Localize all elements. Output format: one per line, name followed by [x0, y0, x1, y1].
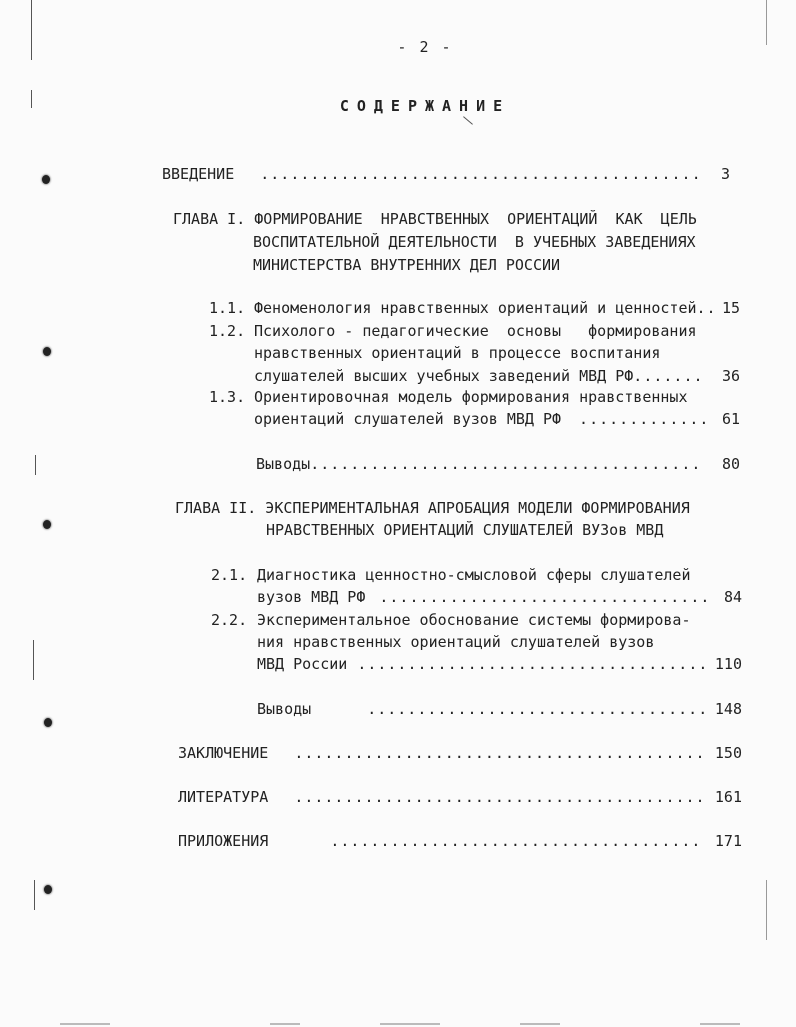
toc-label: Экспериментальное обоснование системы формирова-: [257, 611, 691, 629]
toc-label: Психолого - педагогические основы формирования: [254, 322, 697, 340]
scan-bottom-mark: [60, 1023, 110, 1025]
chapter-heading: МИНИСТЕРСТВА ВНУТРЕННИХ ДЕЛ РОССИИ: [253, 256, 561, 274]
section-number: 2.2.: [211, 611, 248, 629]
toc-label: Диагностика ценностно-смысловой сферы слушателей: [257, 566, 691, 584]
section-number: 1.3.: [209, 388, 246, 406]
punch-hole-mark: [43, 347, 51, 356]
toc-label: Феноменология нравственных ориентаций и ценностей: [254, 299, 697, 317]
scan-edge-line: [33, 640, 34, 680]
leader-dots: [357, 653, 705, 675]
scan-bottom-mark: [520, 1023, 560, 1025]
leader-dots: [294, 786, 705, 808]
leader-dots: [310, 453, 704, 475]
punch-hole-mark: [43, 520, 51, 529]
toc-page: 15: [721, 299, 740, 317]
toc-page: 161: [714, 788, 742, 806]
toc-page: 80: [721, 455, 740, 473]
toc-label: ВВЕДЕНИЕ: [162, 165, 235, 183]
toc-entry-section[interactable]: [254, 408, 740, 430]
toc-entry-section[interactable]: [257, 653, 742, 675]
leader-dots: [367, 698, 705, 720]
toc-page: 61: [721, 410, 740, 428]
section-number: 1.1.: [209, 299, 246, 317]
scan-edge-line: [766, 880, 767, 940]
toc-label: ПРИЛОЖЕНИЯ: [178, 832, 269, 850]
punch-hole-mark: [44, 885, 52, 894]
toc-label: слушателей высших учебных заведений МВД РФ: [254, 367, 634, 385]
toc-page: 171: [714, 832, 742, 850]
chapter-heading: ГЛАВА I. ФОРМИРОВАНИЕ НРАВСТВЕННЫХ ОРИЕНТАЦИЙ КАК ЦЕЛЬ: [173, 210, 697, 228]
toc-entry-conclusion[interactable]: [178, 742, 742, 764]
toc-entry-literature[interactable]: [178, 786, 742, 808]
leader-dots: [260, 163, 700, 185]
toc-label: нравственных ориентаций в процессе воспитания: [254, 344, 661, 362]
punch-hole-mark: [44, 718, 52, 727]
scan-bottom-mark: [700, 1023, 740, 1025]
toc-label: ЗАКЛЮЧЕНИЕ: [178, 744, 269, 762]
toc-page: 110: [714, 655, 742, 673]
scan-bottom-mark: [270, 1023, 300, 1025]
leader-dots: [294, 742, 705, 764]
section-number: 2.1.: [211, 566, 248, 584]
leader-dots: [697, 297, 720, 319]
toc-entry-section[interactable]: [254, 365, 740, 387]
chapter-heading: НРАВСТВЕННЫХ ОРИЕНТАЦИЙ СЛУШАТЕЛЕЙ ВУЗов МВД: [266, 521, 664, 539]
toc-label: МВД России: [257, 655, 348, 673]
pen-stroke-mark: [463, 116, 473, 124]
toc-label: ния нравственных ориентаций слушателей вузов: [257, 633, 655, 651]
toc-entry-appendix[interactable]: [178, 830, 742, 852]
toc-entry-conclusions[interactable]: [257, 698, 742, 720]
toc-page: 36: [721, 367, 740, 385]
toc-label: ориентаций слушателей вузов МВД РФ: [254, 410, 562, 428]
toc-page: 150: [714, 744, 742, 762]
leader-dots: [579, 408, 706, 430]
toc-entry-intro[interactable]: [162, 163, 730, 185]
toc-page: 84: [723, 588, 742, 606]
section-number: 1.2.: [209, 322, 246, 340]
scan-edge-line: [35, 455, 36, 475]
toc-entry-section[interactable]: [254, 297, 740, 319]
leader-dots: [633, 365, 706, 387]
toc-page: 3: [720, 165, 730, 183]
toc-label: Выводы: [256, 455, 311, 473]
leader-dots: [379, 586, 708, 608]
punch-hole-mark: [42, 175, 50, 184]
leader-dots: [330, 830, 705, 852]
page-number: - 2 -: [397, 38, 453, 56]
toc-entry-conclusions[interactable]: [256, 453, 740, 475]
page-title: СОДЕРЖАНИЕ: [339, 97, 511, 115]
toc-label: Выводы: [257, 700, 312, 718]
toc-label: вузов МВД РФ: [257, 588, 366, 606]
toc-entry-section[interactable]: [257, 586, 742, 608]
toc-label: ЛИТЕРАТУРА: [178, 788, 269, 806]
toc-label: Ориентировочная модель формирования нравственных: [254, 388, 688, 406]
chapter-heading: ВОСПИТАТЕЛЬНОЙ ДЕЯТЕЛЬНОСТИ В УЧЕБНЫХ ЗАВЕДЕНИЯХ: [253, 233, 696, 251]
chapter-heading: ГЛАВА II. ЭКСПЕРИМЕНТАЛЬНАЯ АПРОБАЦИЯ МОДЕЛИ ФОРМИРОВАНИЯ: [175, 499, 690, 517]
scan-edge-line: [34, 880, 35, 910]
scan-bottom-mark: [380, 1023, 440, 1025]
toc-page: 148: [714, 700, 742, 718]
